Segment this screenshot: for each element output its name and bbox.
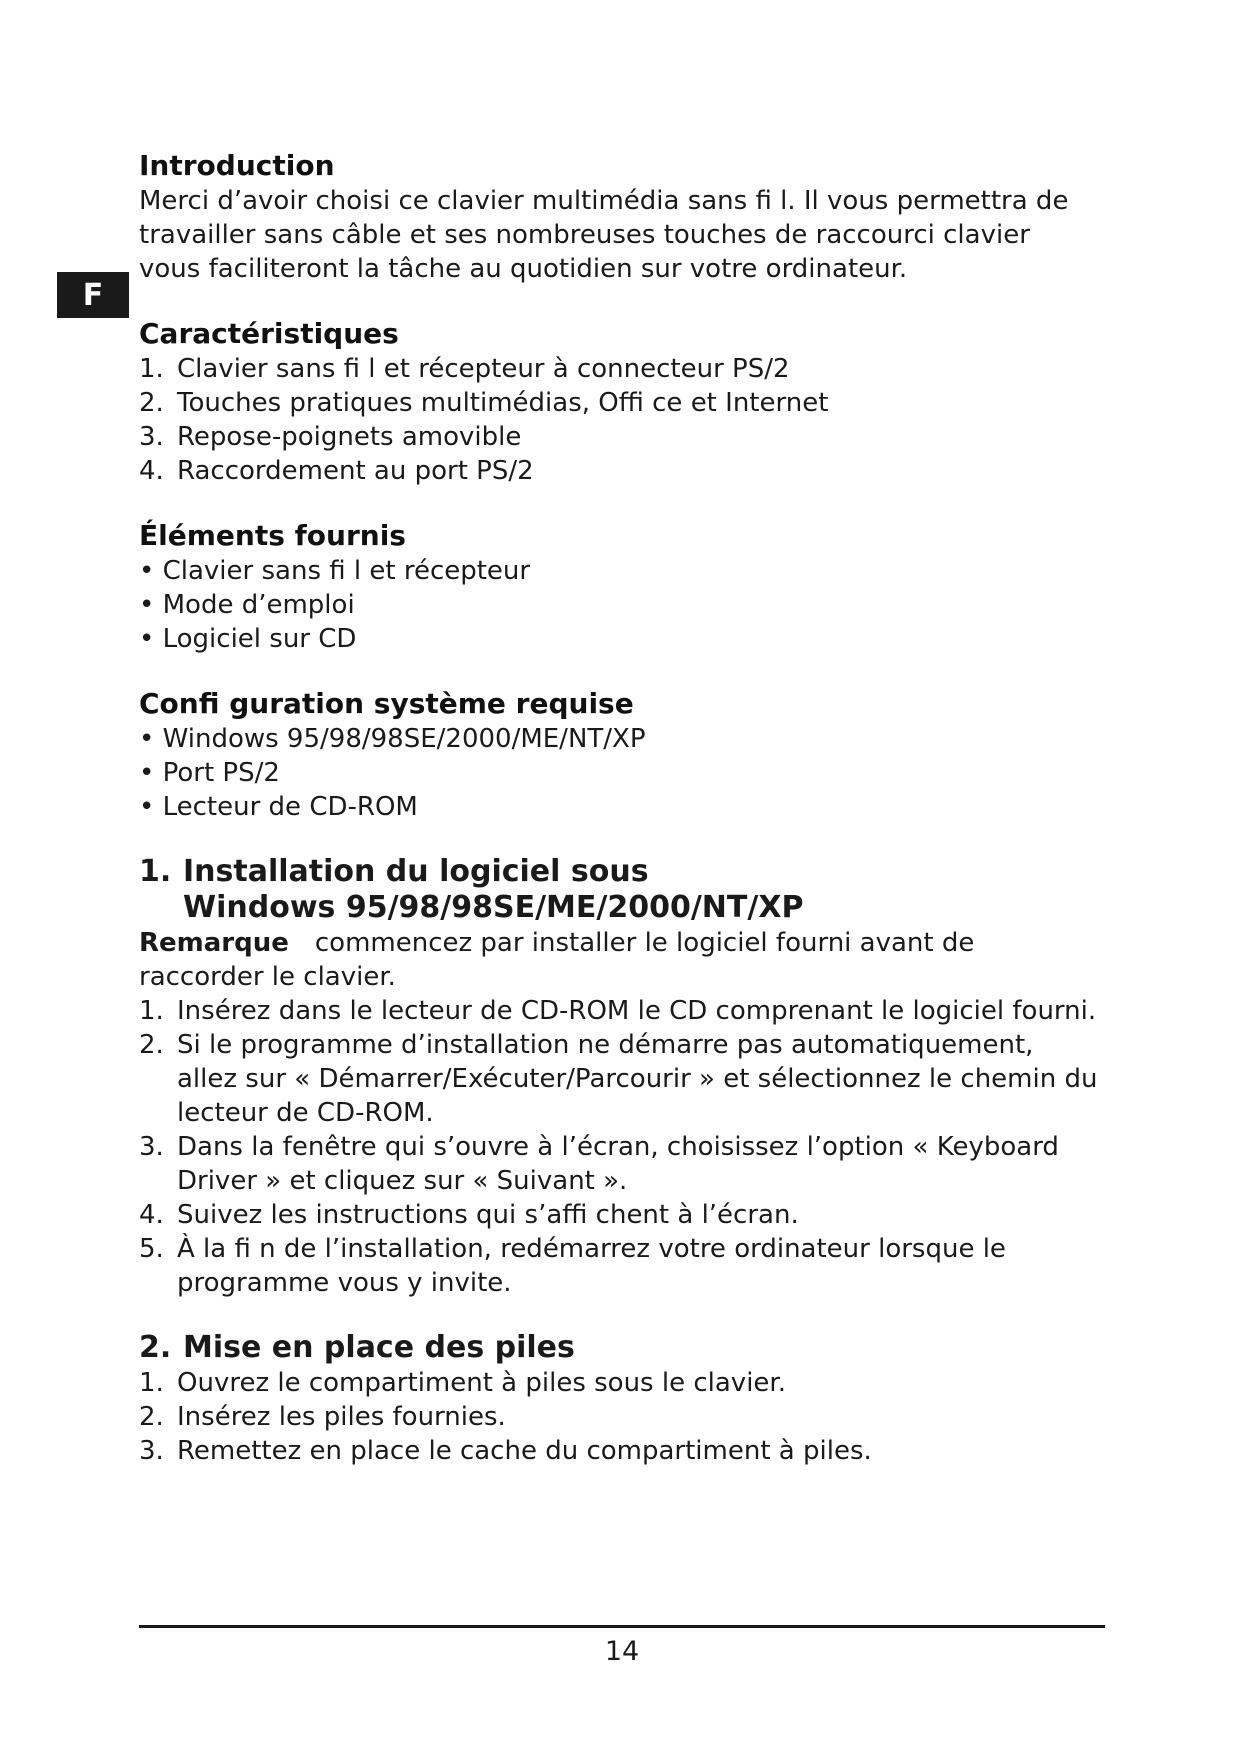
step-text: Dans la fenêtre qui s’ouvre à l’écran, choisissez l’option « Keyboard Driver » et cliquez sur « Suivant ». [177, 1132, 1059, 1196]
step-number: 1. [139, 996, 164, 1026]
section-number: 1. [139, 854, 172, 889]
step-item [139, 994, 1099, 1028]
step-number: 1. [139, 1368, 164, 1398]
item-text: Touches pratiques multimédias, Offi ce et Internet [177, 388, 829, 418]
bullet-item: • Port PS/2 [139, 756, 1099, 790]
intro-paragraph: Merci d’avoir choisi ce clavier multimédia sans fi l. Il vous permettra de travailler sans câble et ses nombreuses touches de raccourci clavier vous faciliteront la tâche au quotidien sur votre ordinateur. [139, 186, 1069, 284]
requirements-section [139, 686, 1099, 824]
item-number: 1. [139, 354, 164, 384]
item-text: Clavier sans fi l et récepteur à connecteur PS/2 [177, 354, 790, 384]
step-item [139, 1232, 1099, 1300]
item-number: 3. [139, 422, 164, 452]
step-number: 2. [139, 1402, 164, 1432]
install-heading-line2: Windows 95/98/98SE/ME/2000/NT/XP [183, 890, 804, 925]
item-text: Raccordement au port PS/2 [177, 456, 534, 486]
item-text: Repose-poignets amovible [177, 422, 522, 452]
item-number: 4. [139, 456, 164, 486]
step-item [139, 1028, 1099, 1130]
list-item [139, 386, 1099, 420]
bullet-item: • Mode d’emploi [139, 588, 1099, 622]
step-text: Remettez en place le cache du compartiment à piles. [177, 1436, 872, 1466]
batteries-heading-text: Mise en place des piles [183, 1330, 575, 1365]
batteries-heading [139, 1330, 1099, 1366]
step-item [139, 1130, 1099, 1198]
section-number: 2. [139, 1330, 172, 1365]
step-number: 4. [139, 1200, 164, 1230]
list-item [139, 420, 1099, 454]
batteries-section [139, 1330, 1099, 1468]
step-number: 3. [139, 1436, 164, 1466]
install-heading [139, 854, 1099, 890]
page-content [139, 148, 1099, 1468]
contents-section [139, 518, 1099, 656]
requirements-heading: Confi guration système requise [139, 687, 634, 720]
step-text: Suivez les instructions qui s’affi chent à l’écran. [177, 1200, 799, 1230]
step-number: 3. [139, 1132, 164, 1162]
features-section [139, 316, 1099, 488]
features-heading: Caractéristiques [139, 317, 399, 350]
list-item [139, 454, 1099, 488]
step-item [139, 1198, 1099, 1232]
install-section [139, 854, 1099, 1300]
bullet-item: • Lecteur de CD-ROM [139, 790, 1099, 824]
step-item [139, 1400, 1099, 1434]
remark-label: Remarque [139, 928, 289, 958]
remark-text: commencez par installer le logiciel fourni avant de raccorder le clavier. [139, 928, 975, 992]
list-item [139, 352, 1099, 386]
step-item [139, 1434, 1099, 1468]
install-heading-line1: Installation du logiciel sous [183, 854, 649, 889]
item-number: 2. [139, 388, 164, 418]
step-number: 5. [139, 1234, 164, 1264]
contents-heading: Éléments fournis [139, 519, 406, 552]
remark [139, 926, 1099, 994]
intro-section [139, 148, 1099, 286]
step-number: 2. [139, 1030, 164, 1060]
step-text: À la fi n de l’installation, redémarrez votre ordinateur lorsque le programme vous y invite. [177, 1234, 1006, 1298]
step-text: Si le programme d’installation ne démarre pas automatiquement, allez sur « Démarrer/Exécuter/Parcourir » et sélectionnez le chemin du lecteur de CD-ROM. [177, 1030, 1098, 1128]
language-tab: F [57, 272, 129, 318]
bullet-item: • Logiciel sur CD [139, 622, 1099, 656]
step-text: Insérez les piles fournies. [177, 1402, 506, 1432]
step-item [139, 1366, 1099, 1400]
footer-divider [139, 1625, 1105, 1628]
step-text: Insérez dans le lecteur de CD-ROM le CD comprenant le logiciel fourni. [177, 996, 1097, 1026]
bullet-item: • Clavier sans fi l et récepteur [139, 554, 1099, 588]
bullet-item: • Windows 95/98/98SE/2000/ME/NT/XP [139, 722, 1099, 756]
step-text: Ouvrez le compartiment à piles sous le clavier. [177, 1368, 786, 1398]
page-number: 14 [604, 1636, 640, 1667]
intro-heading: Introduction [139, 149, 335, 182]
